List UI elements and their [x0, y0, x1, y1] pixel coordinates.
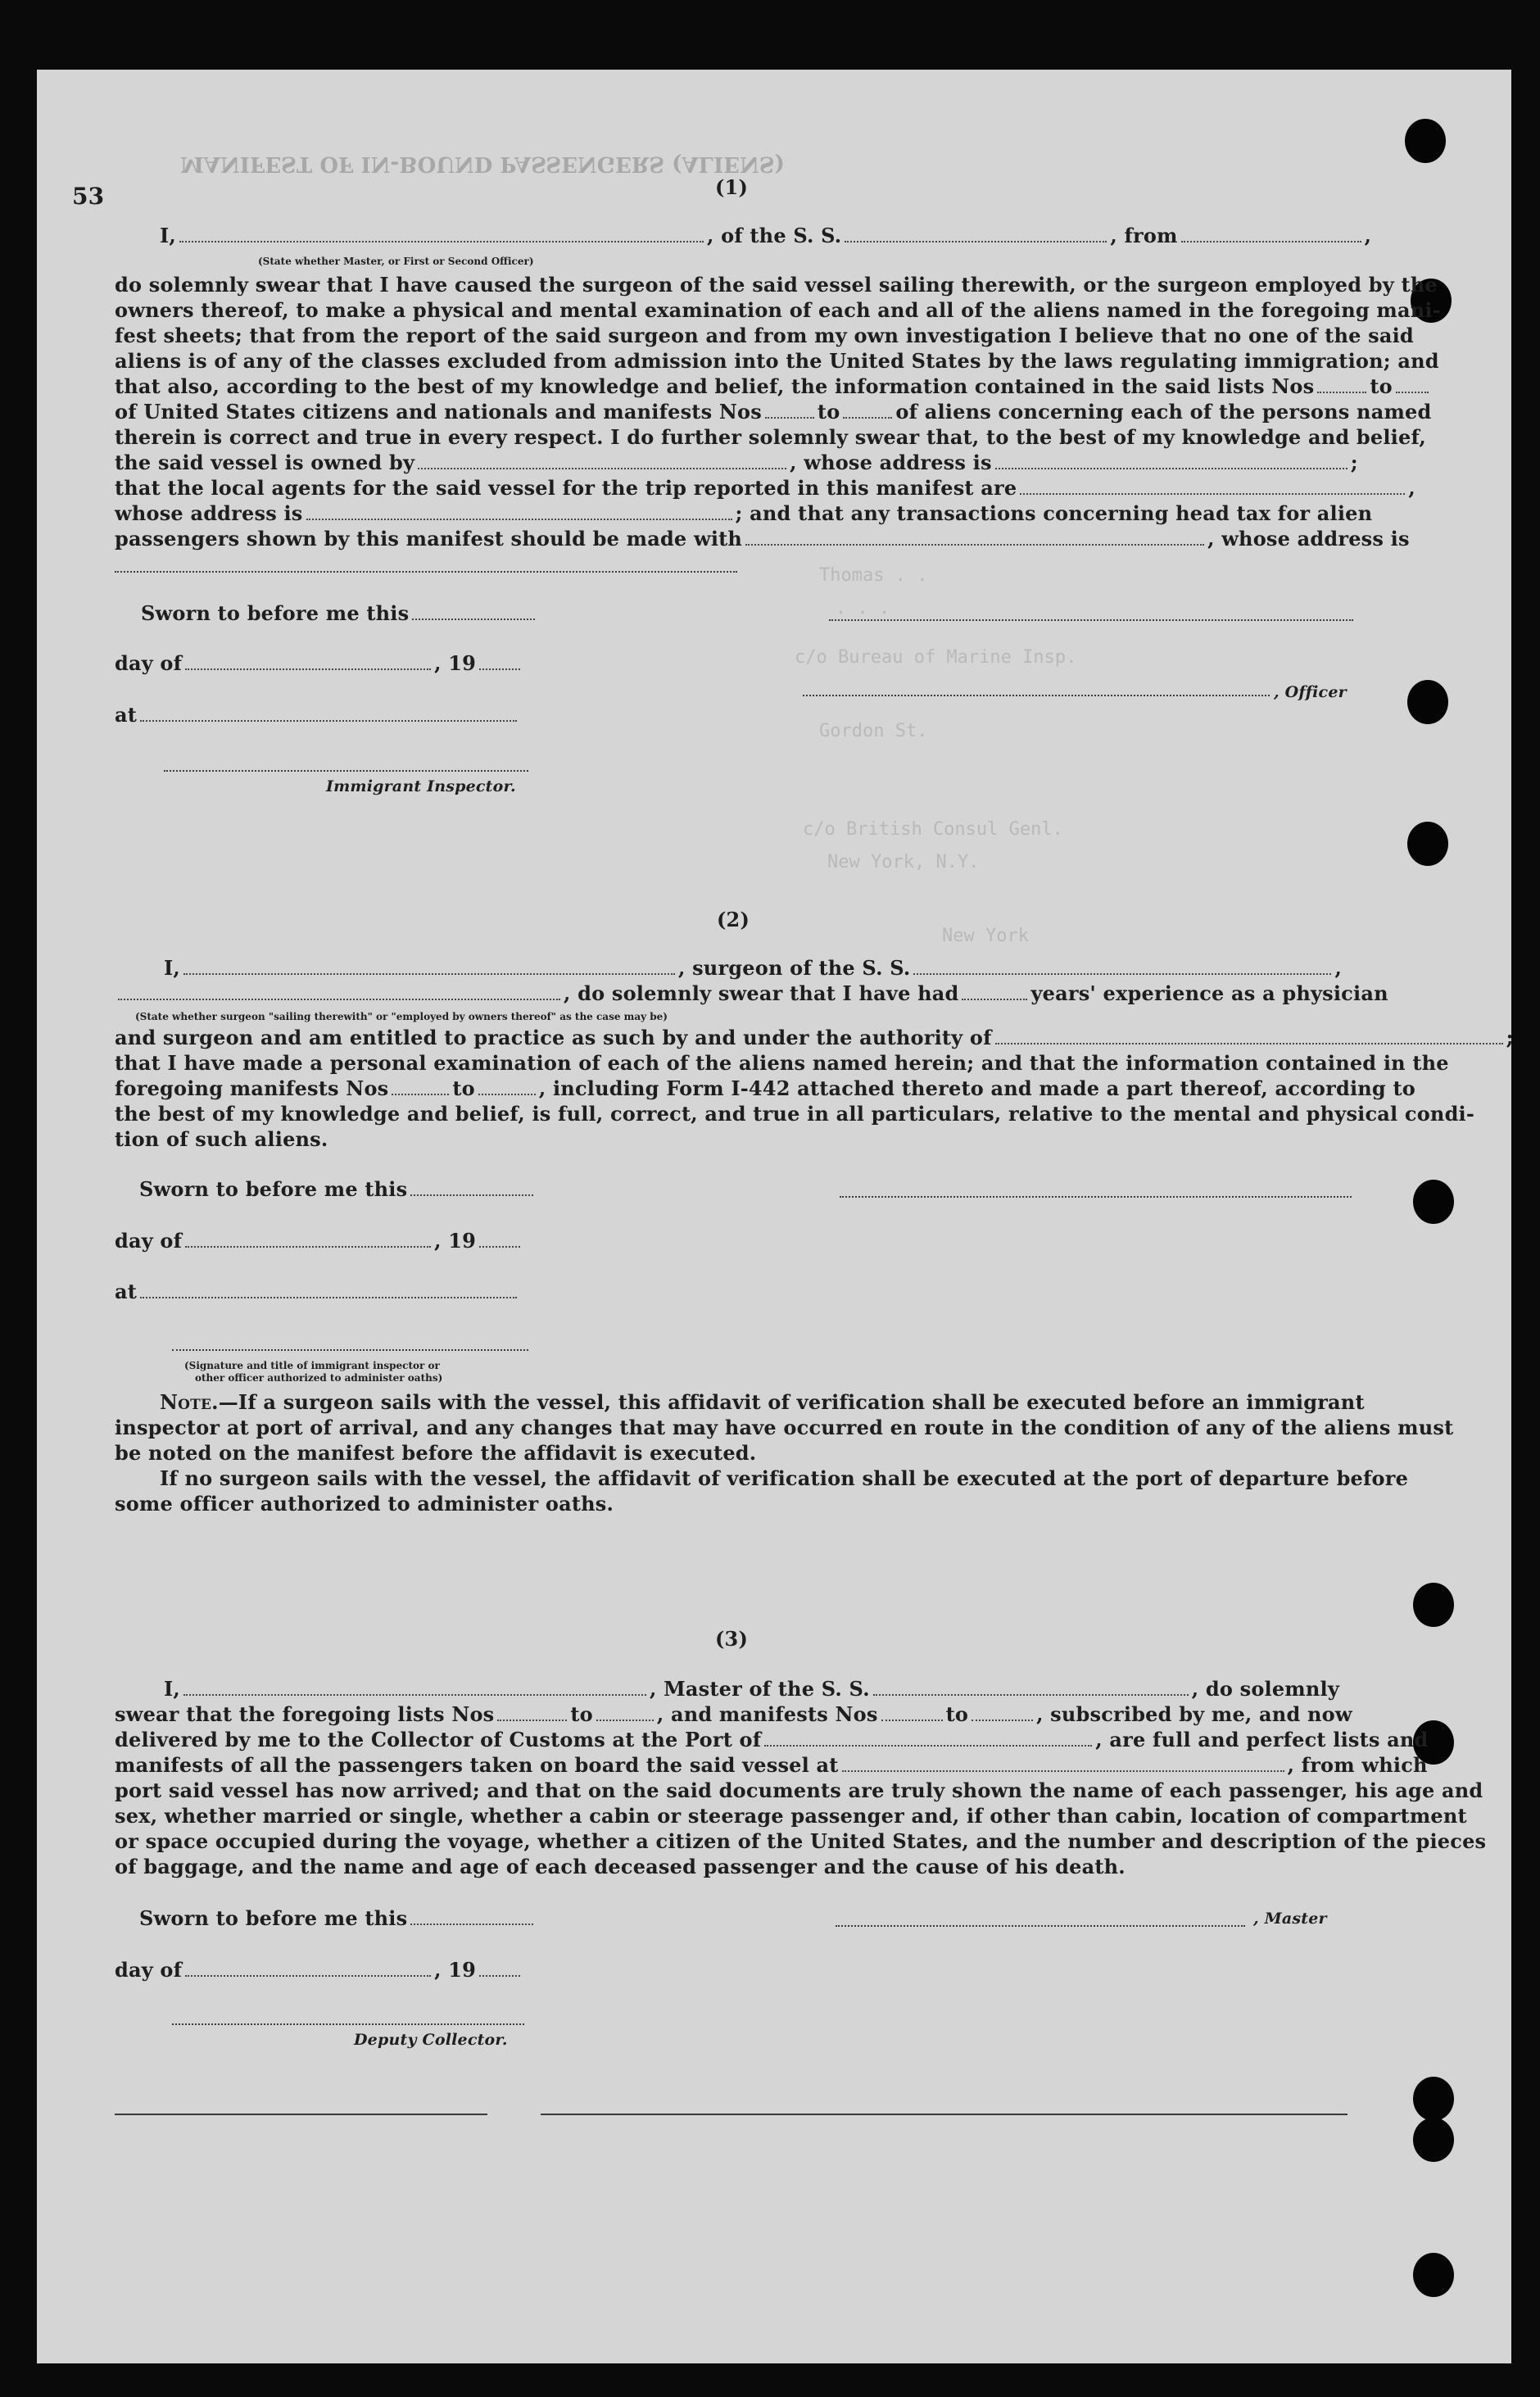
- years-experience-field[interactable]: [962, 984, 1027, 1000]
- sec1-i: I,: [160, 224, 176, 247]
- sec2-sworn: Sworn to before me this: [139, 1177, 537, 1202]
- sec2-line-3: and surgeon and am entitled to practice as such by and under the authority of ;: [115, 1026, 1514, 1049]
- sec3-master-name-field[interactable]: [183, 1679, 646, 1696]
- sec2-manifests-from-field[interactable]: [392, 1079, 449, 1095]
- sec3-line-1: I, , Master of the S. S. , do solemnly: [164, 1677, 1340, 1701]
- note-line-3: be noted on the manifest before the affidavit is executed.: [115, 1441, 757, 1465]
- surgeon-name-field[interactable]: [183, 958, 675, 975]
- sec3-day: day of , 19: [115, 1958, 523, 1982]
- punch-hole: [1413, 2253, 1454, 2297]
- sec3-line-3: delivered by me to the Collector of Customs at the Port of , are full and perfect lists and: [115, 1728, 1429, 1751]
- bleed-through-text: Gordon St.: [819, 721, 928, 741]
- sec2-day-field[interactable]: [185, 1231, 431, 1248]
- sec1-year-field[interactable]: [479, 654, 520, 670]
- agents-address-field[interactable]: [306, 504, 732, 520]
- sec3-manifests-to-field[interactable]: [972, 1705, 1033, 1721]
- sec1-para-8: the said vessel is owned by , whose address is ;: [115, 451, 1358, 474]
- sec1-of-ss: , of the S. S.: [706, 224, 842, 247]
- note-line-1: Note.—If a surgeon sails with the vessel, this affidavit of verification shall be executed before an immigrant: [160, 1390, 1365, 1414]
- sec1-para-4: aliens is of any of the classes excluded from admission into the United States by the laws regulating immigration; and: [115, 349, 1439, 373]
- owner-field[interactable]: [418, 453, 786, 469]
- collector-signature-line: [172, 2023, 524, 2025]
- sec1-at-field[interactable]: [140, 705, 517, 722]
- bleed-through-text: Thomas . .: [819, 565, 928, 586]
- port-of-embarkation-field[interactable]: [842, 1756, 1284, 1772]
- bottom-rule-left: [115, 2114, 487, 2115]
- sec3-sworn-date-field[interactable]: [410, 1909, 533, 1925]
- note-line-4: If no surgeon sails with the vessel, the affidavit of verification shall be executed at the port of departure before: [160, 1466, 1409, 1490]
- lists-to-field[interactable]: [1396, 377, 1429, 393]
- sec3-line-4: manifests of all the passengers taken on board the said vessel at , from which: [115, 1753, 1428, 1777]
- section-2-number: (2): [717, 908, 750, 931]
- sec3-sworn: Sworn to before me this: [139, 1906, 537, 1931]
- address-line: [115, 571, 737, 573]
- officer-title-line: [803, 695, 1270, 696]
- vessel-name-field[interactable]: [845, 226, 1107, 242]
- sec3-line-6: sex, whether married or single, whether a cabin or steerage passenger and, if other than cabin, location of compartment: [115, 1804, 1467, 1828]
- sec1-sworn-date-field[interactable]: [412, 604, 535, 620]
- bleed-through-text: New York: [942, 926, 1029, 946]
- sec2-line-2: , do solemnly swear that I have had years' experience as a physician: [115, 981, 1388, 1006]
- sec1-master-hint: (State whether Master, or First or Second Officer): [258, 256, 534, 267]
- master-name-field[interactable]: [179, 226, 704, 242]
- sec3-vessel-field[interactable]: [873, 1679, 1189, 1696]
- master-signature-line: [836, 1925, 1245, 1927]
- sec2-line-6: the best of my knowledge and belief, is full, correct, and true in all particulars, relative to the mental and physical condi-: [115, 1102, 1475, 1126]
- punch-hole: [1407, 822, 1448, 866]
- bleed-through-text: c/o Bureau of Marine Insp.: [795, 647, 1077, 668]
- lists-from-field[interactable]: [1317, 377, 1366, 393]
- sec3-year-field[interactable]: [479, 1960, 520, 1977]
- sec2-at-field[interactable]: [140, 1282, 517, 1298]
- port-of-arrival-field[interactable]: [764, 1730, 1092, 1747]
- head-tax-field[interactable]: [745, 529, 1204, 546]
- sec2-signature-hint-2: other officer authorized to administer oaths): [195, 1372, 443, 1384]
- sec1-para-1: do solemnly swear that I have caused the surgeon of the said vessel sailing therewith, or the surgeon employed by the: [115, 273, 1438, 297]
- manifests-to-field[interactable]: [843, 402, 892, 419]
- sec2-sworn-date-field[interactable]: [410, 1180, 533, 1196]
- sec3-manifests-from-field[interactable]: [881, 1705, 943, 1721]
- punch-hole: [1405, 119, 1446, 163]
- officer-signature-line: [829, 619, 1353, 621]
- punch-hole: [1407, 680, 1448, 724]
- inspector-signature-line: [164, 770, 528, 772]
- punch-hole: [1413, 2118, 1454, 2162]
- local-agents-field[interactable]: [1020, 478, 1405, 495]
- sec1-para-11: passengers shown by this manifest should be made with , whose address is: [115, 527, 1410, 551]
- bleed-through-text: . . .: [836, 598, 890, 619]
- sec3-lists-to-field[interactable]: [596, 1705, 654, 1721]
- owner-address-field[interactable]: [995, 453, 1348, 469]
- sec2-manifests-to-field[interactable]: [478, 1079, 536, 1095]
- sec3-line-8: of baggage, and the name and age of each deceased passenger and the cause of his death.: [115, 1855, 1126, 1878]
- officer-label: , Officer: [1274, 683, 1347, 701]
- note-label: Note.: [160, 1390, 219, 1414]
- sec1-sworn: Sworn to before me this: [141, 601, 538, 626]
- bleed-through-text: c/o British Consul Genl.: [803, 819, 1063, 840]
- section-1-number: (1): [715, 175, 749, 199]
- sec2-line-4: that I have made a personal examination of each of the aliens named herein; and that the information contained in the: [115, 1051, 1449, 1075]
- sec2-at: at: [115, 1280, 520, 1304]
- sec2-signature-line: [172, 1349, 528, 1351]
- punch-hole: [1413, 2077, 1454, 2121]
- port-from-field[interactable]: [1181, 226, 1361, 242]
- inspector-label: Immigrant Inspector.: [326, 777, 516, 795]
- sec3-lists-from-field[interactable]: [497, 1705, 567, 1721]
- manifests-from-field[interactable]: [765, 402, 814, 419]
- sec1-at: at: [115, 703, 520, 727]
- sec2-day: day of , 19: [115, 1229, 523, 1253]
- sec3-day-field[interactable]: [185, 1960, 431, 1977]
- sec2-vessel-field[interactable]: [913, 958, 1331, 975]
- bleed-through-header: MANIFEST OF IN-BOUND PASSENGERS (ALIENS): [180, 152, 785, 176]
- sec1-para-3: fest sheets; that from the report of the said surgeon and from my own investigation I believe that no one of the said: [115, 324, 1414, 347]
- sec2-signature-hint-1: (Signature and title of immigrant inspector or: [184, 1360, 440, 1371]
- sec1-para-6: of United States citizens and nationals and manifests Nos to of aliens concerning each of the persons named: [115, 400, 1432, 424]
- master-label: , Master: [1253, 1910, 1327, 1928]
- authority-field[interactable]: [995, 1028, 1503, 1044]
- sec1-para-5: that also, according to the best of my knowledge and belief, the information contained in the said lists Nos to: [115, 374, 1432, 399]
- sec3-line-7: or space occupied during the voyage, whether a citizen of the United States, and the number and description of the pieces: [115, 1829, 1487, 1853]
- sec3-line-2: swear that the foregoing lists Nos to , and manifests Nos to , subscribed by me, and now: [115, 1702, 1352, 1726]
- sec2-status-hint: (State whether surgeon "sailing therewith" or "employed by owners thereof" as the case may be): [135, 1011, 668, 1022]
- note-line-2: inspector at port of arrival, and any changes that may have occurred en route in the condition of any of the aliens must: [115, 1416, 1454, 1439]
- collector-label: Deputy Collector.: [354, 2031, 508, 2049]
- sec1-para-2: owners thereof, to make a physical and mental examination of each and all of the aliens named in the foregoing mani-: [115, 298, 1441, 322]
- sec1-day-field[interactable]: [185, 654, 431, 670]
- sec2-line-7: tion of such aliens.: [115, 1127, 328, 1151]
- sec2-line-5: foregoing manifests Nos to , including Form I-442 attached thereto and made a part thereof, according to: [115, 1076, 1415, 1100]
- bleed-through-text: New York, N.Y.: [827, 852, 980, 872]
- sec1-para-9: that the local agents for the said vessel for the trip reported in this manifest are ,: [115, 476, 1415, 500]
- sec2-line-1: I, , surgeon of the S. S. ,: [164, 956, 1342, 980]
- surgeon-signature-line: [840, 1196, 1352, 1198]
- surgeon-status-field[interactable]: [118, 984, 560, 1000]
- sec1-day: day of , 19: [115, 651, 523, 676]
- bottom-rule-right: [541, 2114, 1348, 2115]
- note-line-5: some officer authorized to administer oaths.: [115, 1492, 614, 1516]
- punch-hole: [1413, 1180, 1454, 1224]
- sec2-year-field[interactable]: [479, 1231, 520, 1248]
- sec1-para-10: whose address is ; and that any transactions concerning head tax for alien: [115, 501, 1373, 525]
- page-number: 53: [72, 183, 105, 210]
- punch-hole: [1413, 1583, 1454, 1627]
- sec1-para-7: therein is correct and true in every respect. I do further solemnly swear that, to the best of my knowledge and belief,: [115, 425, 1426, 449]
- sec1-from: , from: [1110, 224, 1178, 247]
- sec1-line-1: I, , of the S. S. , from ,: [160, 224, 1372, 247]
- section-3-number: (3): [715, 1627, 749, 1651]
- sec3-line-5: port said vessel has now arrived; and that on the said documents are truly shown the name of each passenger, his age and: [115, 1778, 1483, 1802]
